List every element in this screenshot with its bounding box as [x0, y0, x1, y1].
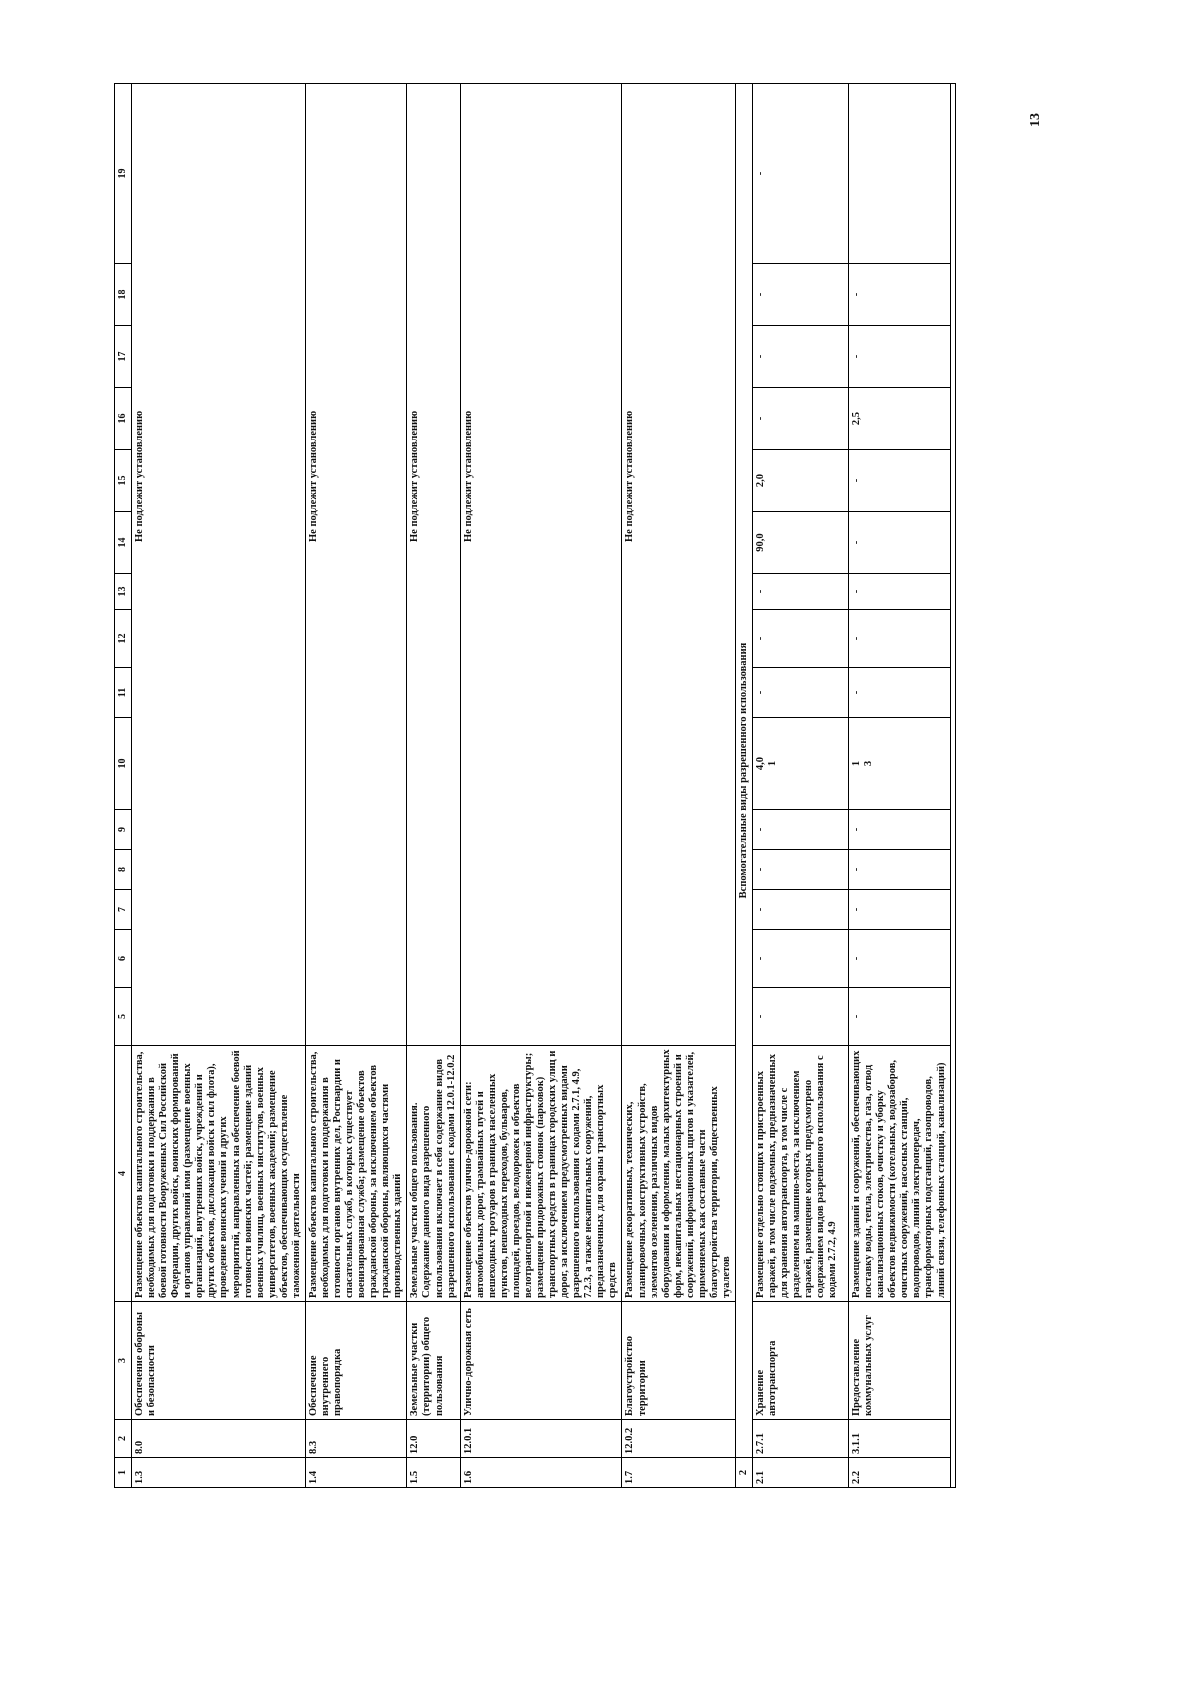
row-note-text: Не подлежит установлению: [134, 410, 145, 542]
row-note-text: Не подлежит установлению: [409, 410, 421, 542]
col-header: 3: [115, 1302, 132, 1420]
cell-value: -: [753, 988, 849, 1046]
row-note: [407, 84, 460, 1046]
row-note-text: Не подлежит установлению: [624, 410, 636, 542]
col-header: 16: [115, 388, 132, 450]
row-code: 3.1.1: [849, 1420, 951, 1458]
row-number: 1.7: [622, 1458, 736, 1488]
cell-value: -: [753, 930, 849, 988]
cell-value: [753, 718, 849, 810]
cell-value: -: [849, 890, 951, 930]
row-description: Размещение отдельно стоящих и пристроенных гаражей, в том числе подземных, предназначенных для хранения автотранспорта, в том числе с разделением на машино-места, за исключением гаражей, размещение которых предусмотрено содержанием видов разрешенного использования с кодами 2.7.2, 4.9: [753, 1046, 849, 1302]
col-header: 11: [115, 668, 132, 718]
rotated-table-wrapper: [114, 106, 947, 1488]
row-description: Размещение объектов улично-дорожной сети: автомобильных дорог, трамвайных путей и пешеходных тротуаров в границах населенных пунктов, пешеходных переходов, бульваров, площадей, проездов, велодорожек и объектов велотранспортной и инженерной инфраструктуры; размещение придорожных стоянок (парковок) транспортных средств в границах городских улиц и дорог, за исключением предусмотренных видами разрешенного использования с кодами 2.7.1, 4.9, 7.2.3, а также некапитальных сооружений, предназначенных для охраны транспортных средств: [460, 1046, 622, 1302]
cell-value: -: [849, 450, 951, 512]
cell-value: -: [849, 610, 951, 668]
row-number: 2.2: [849, 1458, 951, 1488]
col-header: 9: [115, 810, 132, 850]
col-header: 13: [115, 574, 132, 610]
table-row: [132, 84, 306, 1488]
section-number: 2: [736, 1458, 753, 1488]
cell-value-top: 4,0: [755, 756, 767, 771]
page-number: 13: [1028, 113, 1043, 127]
row-description: Размещение объектов капитального строительства, необходимых для подготовки и поддержания в боевой готовности Вооруженных Сил Российской Федерации, других войск, воинских формирований и органов управлений ими (размещение военных организаций, внутренних войск, учреждений и других объектов, дислокация войск и сил флота), проведение воинских учений и других мероприятий, направленных на обеспечение боевой готовности воинских частей; размещение зданий военных училищ, военных институтов, военных университетов, военных академий; размещение объектов, обеспечивающих осуществление таможенной деятельности: [132, 1046, 306, 1302]
cell-value: -: [753, 810, 849, 850]
row-note-text: Не подлежит установлению: [307, 410, 319, 542]
regulations-table: [114, 83, 956, 1488]
row-code: 12.0: [407, 1420, 460, 1458]
cell-value: 90,0: [753, 512, 849, 574]
cell-value: -: [849, 512, 951, 574]
cell-value: -: [849, 988, 951, 1046]
cell-value: -: [849, 574, 951, 610]
row-number: 2.1: [753, 1458, 849, 1488]
table-row: [407, 84, 460, 1488]
table-row: [305, 84, 407, 1488]
cell-value-top: 1: [851, 760, 863, 767]
col-header: 12: [115, 610, 132, 668]
section-row: [736, 84, 753, 1488]
cell-value: -: [753, 264, 849, 326]
row-name: Обеспечение внутреннего правопорядка: [305, 1302, 407, 1420]
row-name: Обеспечение обороны и безопасности: [132, 1302, 306, 1420]
cell-value: 2,0: [753, 450, 849, 512]
row-code: 12.0.2: [622, 1420, 736, 1458]
section-title: Вспомогательные виды разрешенного использования: [736, 84, 753, 1458]
col-header: 15: [115, 450, 132, 512]
cell-value: -: [849, 326, 951, 388]
row-note: [132, 84, 306, 1046]
cell-value: -: [753, 890, 849, 930]
table-row: [849, 84, 951, 1488]
cell-value: -: [849, 930, 951, 988]
col-header: 5: [115, 988, 132, 1046]
row-code: 2.7.1: [753, 1420, 849, 1458]
row-note: [460, 84, 622, 1046]
cell-value: 2,5: [849, 388, 951, 450]
cell-value: -: [849, 264, 951, 326]
row-number: 1.4: [305, 1458, 407, 1488]
cell-value: -: [849, 850, 951, 890]
cell-value-bottom: 3: [863, 760, 875, 767]
row-name: Благоустройство территории: [622, 1302, 736, 1420]
row-code: 8.0: [132, 1420, 306, 1458]
col-header: 7: [115, 890, 132, 930]
row-name: Хранение автотранспорта: [753, 1302, 849, 1420]
table-row: [753, 84, 849, 1488]
row-description: Размещение декоративных, технических, планировочных, конструктивных устройств, элементов озеленения, различных видов оборудования и оформления, малых архитектурных форм, некапитальных нестационарных строений и сооружений, информационных щитов и указателей, применяемых как составные части благоустройства территории, общественных туалетов: [622, 1046, 736, 1302]
row-name: Улично-дорожная сеть: [460, 1302, 622, 1420]
row-note: [622, 84, 736, 1046]
cell-value: -: [753, 668, 849, 718]
row-description: Размещение зданий и сооружений, обеспечивающих поставку воды, тепла, электричества, газа, отвод канализационных стоков, очистку и уборку объектов недвижимости (котельных, водозаборов, очистных сооружений, насосных станций, водопроводов, линий электропередач, трансформаторных подстанций, газопроводов, линий связи, телефонных станций, канализаций): [849, 1046, 951, 1302]
cell-value: -: [753, 850, 849, 890]
col-header: 17: [115, 326, 132, 388]
col-header: 14: [115, 512, 132, 574]
cell-value: [849, 84, 951, 264]
column-number-row: [115, 84, 132, 1488]
table-row: [622, 84, 736, 1488]
col-header: 4: [115, 1046, 132, 1302]
cell-value: -: [849, 668, 951, 718]
row-number: 1.3: [132, 1458, 306, 1488]
cell-value: -: [753, 610, 849, 668]
col-header: 10: [115, 718, 132, 810]
row-code: 8.3: [305, 1420, 407, 1458]
cell-value: -: [753, 574, 849, 610]
cell-value: -: [753, 326, 849, 388]
row-note: [305, 84, 407, 1046]
col-header: 18: [115, 264, 132, 326]
col-header: 1: [115, 1458, 132, 1488]
col-header: 2: [115, 1420, 132, 1458]
row-name: Земельные участки (территории) общего пользования: [407, 1302, 460, 1420]
table-row: [460, 84, 622, 1488]
cell-value: -: [753, 84, 849, 264]
row-description: Размещение объектов капитального строительства, необходимых для подготовки и поддержания в готовности органов внутренних дел, Росгвардии и спасательных служб, в которых существует военизированная служба; размещение объектов гражданской обороны, за исключением объектов гражданской обороны, являющихся частями производственных зданий: [305, 1046, 407, 1302]
cell-value: [849, 718, 951, 810]
col-header: 6: [115, 930, 132, 988]
col-header: 19: [115, 84, 132, 264]
row-description: Земельные участки общего пользования. Содержание данного вида разрешенного использования включает в себя содержание видов разрешенного использования с кодами 12.0.1-12.0.2: [407, 1046, 460, 1302]
row-number: 1.6: [460, 1458, 622, 1488]
row-number: 1.5: [407, 1458, 460, 1488]
cell-value: -: [849, 810, 951, 850]
document-table-area: [114, 106, 947, 1488]
col-header: 8: [115, 850, 132, 890]
cell-value: -: [753, 388, 849, 450]
row-note-text: Не подлежит установлению: [462, 410, 474, 542]
row-name: Предоставление коммунальных услуг: [849, 1302, 951, 1420]
filler-row: [950, 84, 955, 1488]
cell-value-bottom: 1: [767, 760, 779, 767]
row-code: 12.0.1: [460, 1420, 622, 1458]
